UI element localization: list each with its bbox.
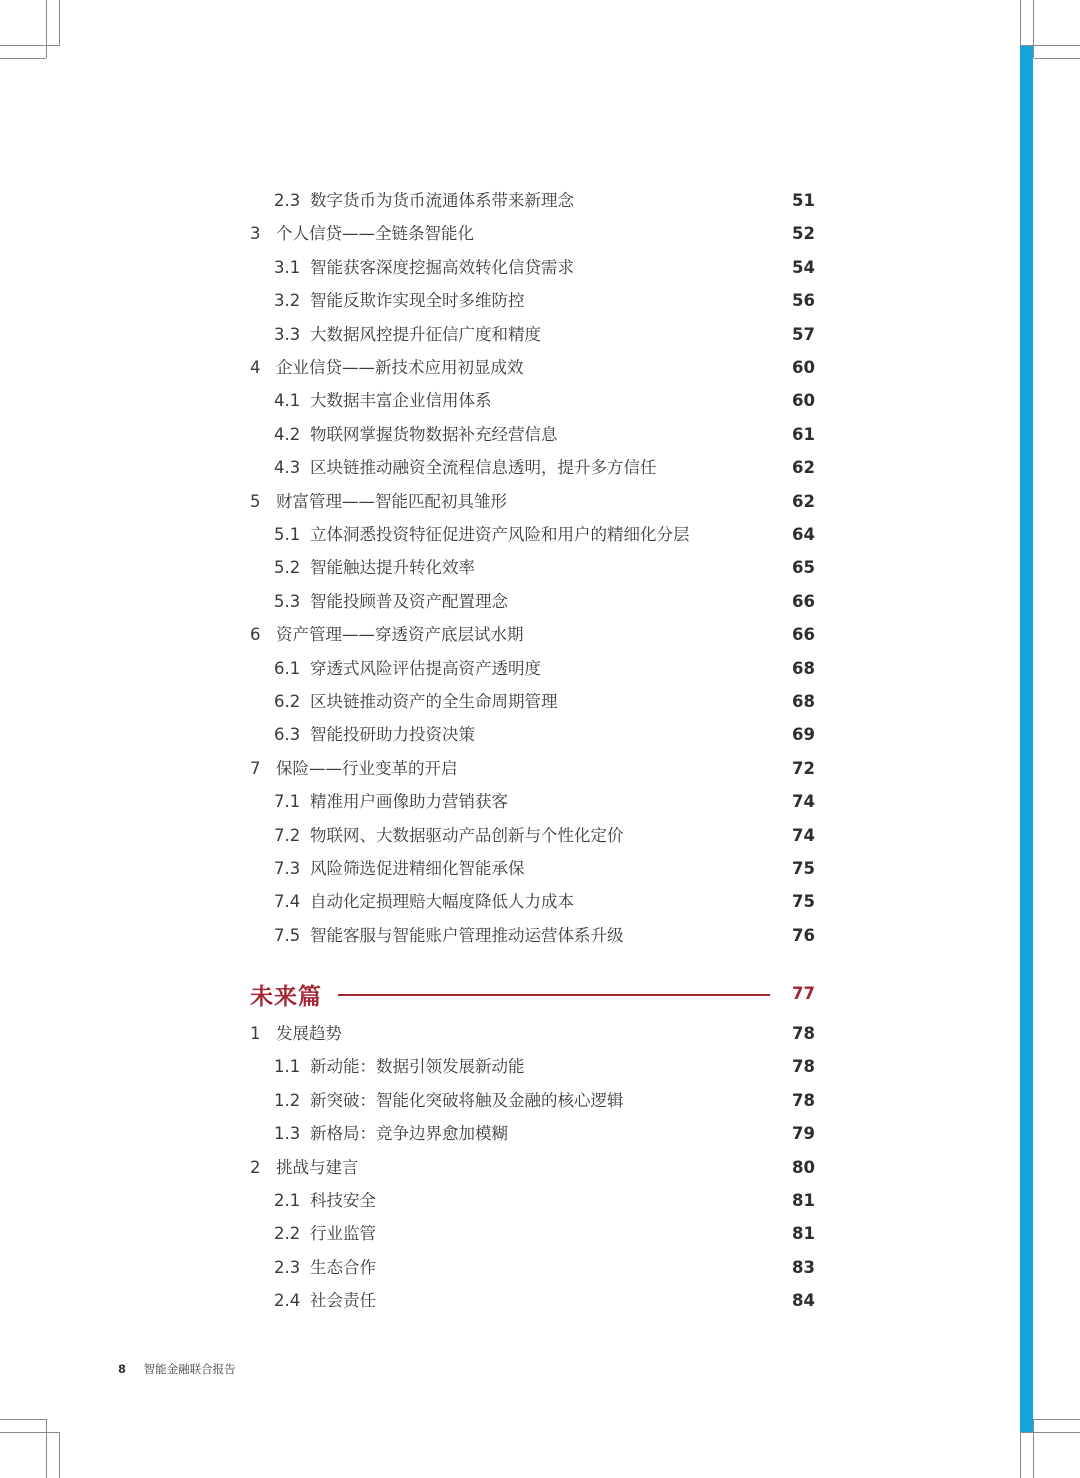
toc-entry-page: 74 — [792, 825, 815, 845]
toc-entry-number: 1 — [250, 1024, 261, 1043]
toc-entry-number: 7 — [250, 758, 261, 778]
toc-entry-number: 3.1 — [274, 257, 301, 277]
toc-entry-page: 66 — [792, 625, 815, 645]
toc-entry-page: 79 — [792, 1124, 815, 1144]
toc-entry-page: 51 — [792, 191, 815, 210]
toc-entry-page: 60 — [792, 391, 815, 411]
toc-entry-number: 4.1 — [274, 391, 301, 411]
toc-chapter-entry[interactable] — [0, 618, 1080, 652]
toc-entry-title: 智能获客深度挖掘高效转化信贷需求 — [310, 257, 574, 277]
toc-entry-number: 2.3 — [274, 191, 301, 210]
toc-entry-page: 68 — [792, 658, 815, 678]
footer-page-number: 8 — [118, 1362, 127, 1376]
toc-section-entry[interactable] — [0, 785, 1080, 819]
toc-entry-page: 76 — [792, 925, 815, 945]
toc-entry-number: 2 — [250, 1157, 261, 1177]
toc-entry-page: 57 — [792, 324, 815, 344]
toc-entry-page: 60 — [792, 358, 815, 377]
toc-entry-title: 物联网掌握货物数据补充经营信息 — [310, 424, 558, 444]
toc-entry-number: 6 — [250, 625, 261, 645]
toc-section-entry[interactable] — [0, 652, 1080, 686]
toc-entry-title: 大数据丰富企业信用体系 — [310, 391, 492, 411]
toc-entry-number: 1.2 — [274, 1090, 301, 1110]
toc-entry-title: 智能投研助力投资决策 — [310, 725, 475, 745]
toc-entry-number: 5.3 — [274, 591, 301, 611]
toc-entry-page: 83 — [792, 1257, 815, 1277]
toc-entry-title: 企业信贷——新技术应用初显成效 — [276, 358, 524, 377]
toc-section-entry[interactable] — [0, 1184, 1080, 1218]
toc-entry-title: 立体洞悉投资特征促进资产风险和用户的精细化分层 — [310, 525, 690, 544]
toc-entry-number: 6.1 — [274, 658, 301, 678]
toc-entry-page: 69 — [792, 725, 815, 745]
toc-entry-number: 7.4 — [274, 892, 301, 912]
toc-entry-number: 3.3 — [274, 324, 301, 344]
toc-entry-title: 社会责任 — [310, 1291, 376, 1311]
toc-entry-page: 61 — [792, 424, 815, 444]
toc-entry-title: 穿透式风险评估提高资产透明度 — [310, 658, 541, 678]
toc-section-entry[interactable] — [0, 718, 1080, 752]
part-title: 未来篇 — [250, 984, 322, 1010]
toc-entry-title: 发展趋势 — [276, 1024, 342, 1043]
toc-section-entry[interactable] — [0, 251, 1080, 285]
toc-entry-title: 智能投顾普及资产配置理念 — [310, 591, 508, 611]
toc-entry-page: 62 — [792, 491, 815, 511]
toc-section-entry[interactable] — [0, 518, 1080, 552]
toc-entry-title: 智能客服与智能账户管理推动运营体系升级 — [310, 925, 624, 945]
toc-entry-title: 挑战与建言 — [276, 1157, 359, 1177]
toc-entry-title: 物联网、大数据驱动产品创新与个性化定价 — [310, 825, 624, 845]
toc-entry-number: 4 — [250, 358, 261, 377]
toc-entry-title: 区块链推动资产的全生命周期管理 — [310, 692, 558, 711]
toc-entry-number: 3 — [250, 224, 261, 244]
toc-section-entry[interactable] — [0, 284, 1080, 318]
toc-entry-number: 3.2 — [274, 291, 301, 311]
toc-section-entry[interactable] — [0, 885, 1080, 919]
toc-entry-title: 个人信贷——全链条智能化 — [276, 224, 474, 244]
toc-entry-title: 科技安全 — [310, 1191, 376, 1210]
toc-entry-title: 资产管理——穿透资产底层试水期 — [276, 625, 524, 645]
toc-entry-page: 65 — [792, 558, 815, 578]
toc-entry-number: 7.1 — [274, 792, 301, 812]
toc-entry-number: 2.3 — [274, 1257, 301, 1277]
toc-section-entry[interactable] — [0, 1251, 1080, 1285]
toc-entry-title: 数字货币为货币流通体系带来新理念 — [310, 191, 574, 210]
part-heading[interactable] — [250, 976, 820, 1016]
toc-section-entry[interactable] — [0, 1217, 1080, 1251]
toc-entry-number: 2.4 — [274, 1291, 301, 1311]
toc-entry-number: 1.1 — [274, 1057, 301, 1077]
toc-entry-page: 72 — [792, 758, 815, 778]
toc-entry-page: 64 — [792, 525, 815, 544]
toc-entry-page: 54 — [792, 257, 815, 277]
toc-entry-number: 5 — [250, 491, 261, 511]
toc-entry-page: 66 — [792, 591, 815, 611]
toc-section-entry[interactable] — [0, 384, 1080, 418]
toc-chapter-entry[interactable] — [0, 1017, 1080, 1051]
toc-section-entry[interactable] — [0, 318, 1080, 352]
toc-entry-title: 风险筛选促进精细化智能承保 — [310, 859, 525, 878]
toc-entry-title: 区块链推动融资全流程信息透明，提升多方信任 — [310, 458, 657, 478]
toc-section-entry[interactable] — [0, 685, 1080, 719]
toc-section-entry[interactable] — [0, 1050, 1080, 1084]
toc-entry-title: 精准用户画像助力营销获客 — [310, 792, 508, 812]
toc-entry-number: 4.3 — [274, 458, 301, 478]
toc-section-entry[interactable] — [0, 919, 1080, 953]
toc-entry-title: 财富管理——智能匹配初具雏形 — [276, 491, 507, 511]
toc-entry-number: 5.2 — [274, 558, 301, 578]
toc-entry-title: 智能反欺诈实现全时多维防控 — [310, 291, 525, 311]
toc-chapter-entry[interactable] — [0, 1151, 1080, 1185]
toc-entry-page: 78 — [792, 1024, 815, 1043]
toc-section-entry[interactable] — [0, 418, 1080, 452]
toc-entry-number: 6.2 — [274, 692, 301, 711]
toc-section-entry[interactable] — [0, 585, 1080, 619]
toc-section-entry[interactable] — [0, 451, 1080, 485]
toc-entry-title: 智能触达提升转化效率 — [310, 558, 475, 578]
toc-chapter-entry[interactable] — [0, 351, 1080, 385]
toc-entry-page: 78 — [792, 1057, 815, 1077]
toc-entry-page: 68 — [792, 692, 815, 711]
toc-entry-page: 81 — [792, 1224, 815, 1244]
toc-entry-number: 1.3 — [274, 1124, 301, 1144]
toc-section-entry[interactable] — [0, 551, 1080, 585]
toc-entry-page: 75 — [792, 859, 815, 878]
toc-entry-title: 保险——行业变革的开启 — [276, 758, 458, 778]
toc-section-entry[interactable] — [0, 852, 1080, 886]
toc-entry-page: 56 — [792, 291, 815, 311]
toc-entry-title: 行业监管 — [310, 1224, 376, 1244]
part-page-number: 77 — [792, 984, 815, 1003]
toc-entry-number: 7.3 — [274, 859, 301, 878]
toc-entry-number: 4.2 — [274, 424, 301, 444]
toc-entry-page: 74 — [792, 792, 815, 812]
toc-entry-page: 84 — [792, 1291, 815, 1311]
toc-chapter-entry[interactable] — [0, 217, 1080, 251]
toc-entry-title: 大数据风控提升征信广度和精度 — [310, 324, 541, 344]
toc-entry-number: 2.1 — [274, 1191, 301, 1210]
toc-section-entry[interactable] — [0, 184, 1080, 218]
toc-entry-title: 生态合作 — [310, 1257, 376, 1277]
toc-entry-title: 新突破：智能化突破将触及金融的核心逻辑 — [310, 1090, 624, 1110]
part-divider-rule — [338, 994, 770, 996]
toc-entry-page: 75 — [792, 892, 815, 912]
toc-section-entry[interactable] — [0, 1084, 1080, 1118]
toc-entry-number: 5.1 — [274, 525, 301, 544]
toc-entry-number: 2.2 — [274, 1224, 301, 1244]
toc-section-entry[interactable] — [0, 1117, 1080, 1151]
toc-entry-title: 新格局：竞争边界愈加模糊 — [310, 1124, 508, 1144]
page-footer — [118, 1361, 236, 1377]
toc-entry-page: 80 — [792, 1157, 815, 1177]
toc-section-entry[interactable] — [0, 819, 1080, 853]
toc-entry-page: 62 — [792, 458, 815, 478]
toc-entry-number: 7.5 — [274, 925, 301, 945]
toc-entry-page: 78 — [792, 1090, 815, 1110]
toc-entry-page: 81 — [792, 1191, 815, 1210]
toc-entry-title: 自动化定损理赔大幅度降低人力成本 — [310, 892, 574, 912]
toc-entry-number: 6.3 — [274, 725, 301, 745]
toc-chapter-entry[interactable] — [0, 485, 1080, 519]
toc-entry-number: 7.2 — [274, 825, 301, 845]
footer-report-title: 智能金融联合报告 — [143, 1362, 236, 1376]
toc-entry-page: 52 — [792, 224, 815, 244]
toc-chapter-entry[interactable] — [0, 752, 1080, 786]
toc-entry-title: 新动能：数据引领发展新动能 — [310, 1057, 525, 1077]
toc-section-entry[interactable] — [0, 1284, 1080, 1318]
